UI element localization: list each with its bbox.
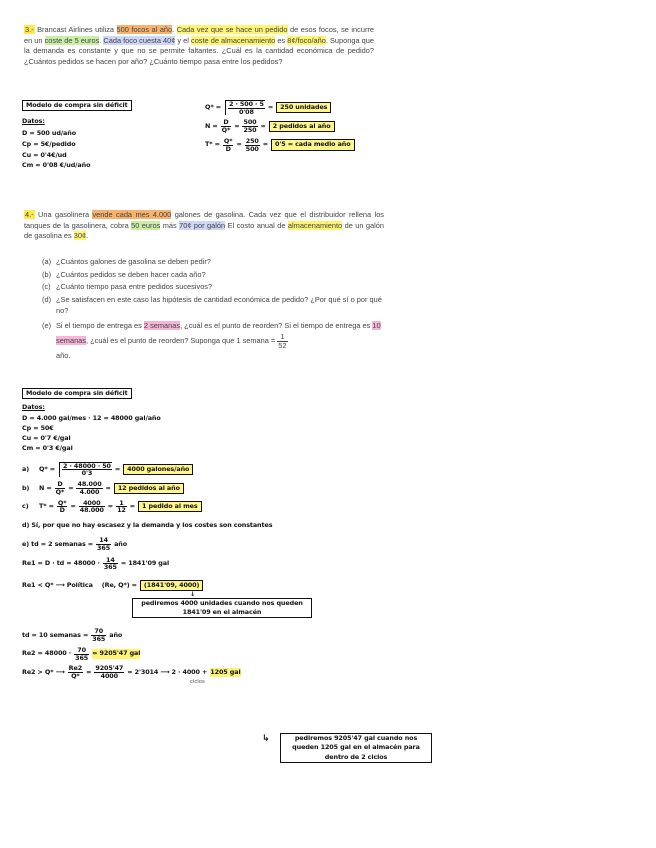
numerator: 500 [243, 118, 257, 127]
answer-label: c) [22, 502, 29, 511]
highlight: 50 euros [131, 220, 161, 230]
highlight: 500 focos al año [116, 25, 173, 34]
fraction [223, 138, 234, 152]
item-text: ¿Cuántos galones de gasolina se deben pedir? [56, 257, 211, 266]
fraction [228, 101, 265, 115]
numerator: 1 [116, 500, 127, 508]
unit: año [109, 630, 123, 639]
item-text: ¿Cuántos pedidos se deben hacer cada año? [56, 269, 206, 279]
answer-e-cmp2 [22, 665, 312, 679]
problem-4-items [42, 257, 384, 365]
dato-line: Cm = 0'08 €/ud/año [22, 161, 91, 170]
fraction [68, 665, 83, 679]
item-label: (e) [42, 320, 52, 330]
highlight: coste de almacenamiento [191, 35, 276, 45]
highlight: Cada foco cuesta 40¢ [103, 35, 176, 45]
datos-label: Datos: [22, 117, 45, 126]
fraction [94, 665, 124, 679]
highlight: almacenamiento [287, 220, 343, 230]
answer-a [22, 462, 312, 477]
problem-4-number: 4.- [25, 210, 34, 219]
denominator: 365 [97, 544, 111, 552]
equals: = [114, 464, 121, 473]
problem-4-statement [24, 210, 384, 242]
denominator: 52 [278, 340, 287, 350]
denominator: D [225, 144, 231, 153]
dato-line: Cu = 0'7 €/gal [22, 434, 71, 443]
fraction [62, 463, 112, 477]
arrow-hook-icon: ↳ [262, 734, 270, 744]
text: Una gasolinera [34, 210, 93, 219]
text: Re1 = D · td = 48000 · [22, 559, 100, 568]
numerator: Q* [223, 136, 233, 145]
text: . [86, 231, 89, 241]
text: = 1841'09 gal [120, 559, 170, 568]
dato-line: Cu = 0'4€/ud [22, 151, 67, 160]
equals: = [260, 122, 266, 131]
note-box: pediremos 4000 unidades cuando nos queden 1841'09 en el almacén [132, 598, 312, 619]
text: de un galón de gasolina es [24, 220, 384, 241]
numerator: Re2 [68, 664, 83, 673]
equals: = [107, 502, 114, 511]
denominator: 0'3 [81, 469, 93, 478]
numerator: D [221, 119, 232, 127]
equals: = [262, 140, 269, 149]
model-title-box: Modelo de compra sin déficit [22, 100, 132, 111]
answer-e-re1 [22, 557, 312, 571]
item-label: (b) [42, 269, 52, 279]
result-box: 1 pedido al mes [138, 501, 202, 512]
denominator: 250 [243, 126, 257, 135]
answer-b [22, 481, 312, 495]
item-text: ¿Se satisfacen en este caso las hipótesis de cantidad económica de pedido? ¿Por qué sí o por qué no? [56, 295, 382, 315]
equals: = [236, 140, 242, 149]
dato-line: Cm = 0'3 €/gal [22, 444, 73, 453]
fraction [242, 119, 257, 133]
text: e) td = 2 semanas = [22, 539, 94, 548]
text: Si el tiempo de entrega es [56, 320, 144, 330]
fraction [57, 500, 68, 514]
equals: = [86, 667, 92, 676]
answer-c [22, 500, 312, 514]
fraction [245, 138, 260, 152]
problem-3-statement [24, 25, 374, 68]
dato-line: D = 500 ud/año [22, 128, 76, 137]
highlight: 8¢/foco/año [287, 35, 326, 45]
sqrt [59, 462, 112, 477]
text: , ¿cuál es el punto de reorden? Suponga que 1 semana = [86, 335, 278, 345]
item-label: (a) [42, 257, 52, 266]
q-formula [205, 100, 355, 115]
text: = 2'3014 ⟶ 2 · 4000 + [127, 667, 208, 676]
solution-3-results [205, 100, 355, 152]
solution-3-data [22, 100, 132, 171]
answer-e-cmp1 [22, 580, 312, 591]
highlight: 1205 gal [210, 667, 241, 676]
answer-e-td2 [22, 628, 312, 642]
numerator: 2 · 48000 · 50 [62, 461, 111, 470]
answer-label: a) [22, 464, 30, 473]
text: Re1 < Q* ⟶ Política [22, 581, 93, 590]
item-label: (c) [42, 282, 51, 292]
dato-line: Cp = 50€ [22, 423, 54, 432]
highlight: 10 semanas [56, 320, 381, 345]
n-lhs: N = [205, 122, 218, 131]
denominator: Q* [55, 487, 65, 496]
highlight: vende cada mes 4.000 [92, 210, 172, 219]
numerator: Q* [57, 498, 67, 507]
answer-e-re2 [22, 647, 312, 661]
highlight: Cada vez que se hace un pedido [176, 25, 288, 34]
model-title-box: Modelo de compra sin déficit [22, 388, 132, 399]
equals: = [267, 103, 274, 112]
item-label: (d) [42, 295, 52, 305]
unit: año [114, 539, 128, 548]
item-text: ¿Cuánto tiempo pasa entre pedidos sucesivos? [56, 282, 213, 292]
note-box-2-wrap [262, 733, 269, 746]
result-box: 12 pedidos al año [114, 483, 184, 494]
denominator: 365 [103, 563, 117, 572]
fraction [96, 537, 111, 551]
numerator: 14 [96, 537, 111, 545]
denominator: 48.000 [79, 506, 104, 515]
problem-3-number: 3.- [25, 25, 34, 34]
text: . Suponga que la demanda es constante y que no se permite faltantes. ¿Cuál es la cantidad económica de pedido? ¿Cuántos pedidos se hacen por año? ¿Cuánto tiempo pasa entre los pedidos? [24, 35, 374, 67]
text: . [172, 25, 177, 34]
list-item [42, 319, 384, 364]
text: , ¿cuál es el punto de reorden? Si el tiempo de entrega es [180, 320, 373, 330]
denominator: 12 [117, 506, 126, 515]
question-list [42, 257, 384, 363]
numerator: 250 [245, 136, 259, 145]
text: de esos focos, se incurre en un [24, 25, 374, 45]
text: Re2 > Q* ⟶ [22, 667, 65, 676]
numerator: 1 [277, 333, 287, 342]
text: año. [56, 351, 71, 361]
list-item [42, 295, 384, 316]
equals: = [105, 483, 111, 492]
text: más [160, 220, 180, 230]
fraction [55, 481, 66, 495]
answer-label: b) [22, 483, 30, 492]
t-lhs: T* = [39, 502, 54, 511]
equals: = [68, 483, 74, 492]
text: Brancast Airlines utiliza [34, 25, 117, 34]
denominator: D [59, 506, 65, 515]
text: es [275, 35, 288, 45]
datos-label: Datos: [22, 403, 45, 412]
sqrt [225, 100, 265, 115]
dato-line: D = 4.000 gal/mes · 12 = 48000 gal/año [22, 413, 161, 422]
fraction [103, 557, 118, 571]
highlight: 30¢ [73, 231, 87, 241]
numerator: 2 · 500 · 5 [228, 100, 264, 108]
t-formula [205, 138, 355, 152]
text: El costo anual de [225, 220, 288, 230]
fraction [221, 119, 232, 133]
numerator: 4000 [79, 500, 105, 508]
highlight: 70¢ por galón [179, 220, 226, 230]
arrow-down-icon: ↓ [190, 590, 196, 599]
text: . [99, 35, 104, 45]
denominator: 4.000 [79, 487, 100, 496]
text: Re2 = 48000 · [22, 649, 72, 658]
numerator: 70 [91, 628, 106, 636]
denominator: 365 [75, 653, 89, 662]
denominator: Q* [71, 672, 80, 680]
ciclos-label: ciclos [190, 678, 205, 685]
denominator: Q* [221, 126, 231, 135]
equals: = [129, 502, 136, 511]
numerator: D [55, 481, 66, 489]
result-box: 0'5 = cada medio año [271, 139, 355, 150]
dato-line: Cp = 5€/pedido [22, 139, 76, 148]
text: td = 10 semanas = [22, 630, 89, 639]
answer-d: d) Sí, por que no hay escasez y la demanda y los costes son constantes [22, 521, 273, 529]
result-box: 250 unidades [276, 102, 331, 113]
item-text [56, 319, 384, 364]
text: galones de gasolina. Cada vez que el distribuidor rellena los tanques de la gasolinera, cobra [24, 210, 384, 230]
highlight: coste de 5 euros [44, 35, 100, 45]
highlight: = 9205'47 gal [92, 649, 141, 658]
q-lhs: Q* = [39, 464, 55, 473]
n-lhs: N = [39, 483, 52, 492]
result-box: 2 pedidos al año [269, 121, 335, 132]
note-box-2: pediremos 9205'47 gal cuando nos queden 1205 gal en el almacén para dentro de 2 ciclos [280, 733, 432, 763]
fraction [91, 628, 106, 642]
list-item [42, 282, 384, 293]
list-item [42, 270, 384, 281]
highlight: 2 semanas [143, 320, 181, 330]
text: y el [175, 35, 191, 45]
denominator: 0'08 [238, 107, 254, 116]
numerator: 9205'47 [95, 664, 124, 673]
numerator: 14 [103, 557, 118, 565]
numerator: 48.000 [77, 480, 102, 489]
equals: = [70, 502, 76, 511]
fraction [74, 647, 89, 661]
answer-e-td1 [22, 537, 312, 551]
fraction [79, 500, 105, 514]
equals: = [234, 122, 240, 131]
q-lhs: Q* = [205, 103, 221, 112]
denominator: 500 [245, 144, 259, 153]
result-box: (1841'09, 4000) [140, 580, 203, 591]
fraction [76, 481, 102, 495]
text: (Re, Q*) = [101, 581, 137, 590]
denominator: 365 [92, 635, 106, 644]
solution-4 [22, 388, 312, 687]
result-box: 4000 galones/año [123, 464, 193, 475]
denominator: 4000 [100, 672, 118, 680]
t-lhs: T* = [205, 140, 220, 149]
n-formula [205, 119, 355, 133]
numerator: 70 [74, 647, 89, 655]
list-item [42, 257, 384, 268]
fraction [277, 333, 287, 350]
fraction [116, 500, 127, 514]
